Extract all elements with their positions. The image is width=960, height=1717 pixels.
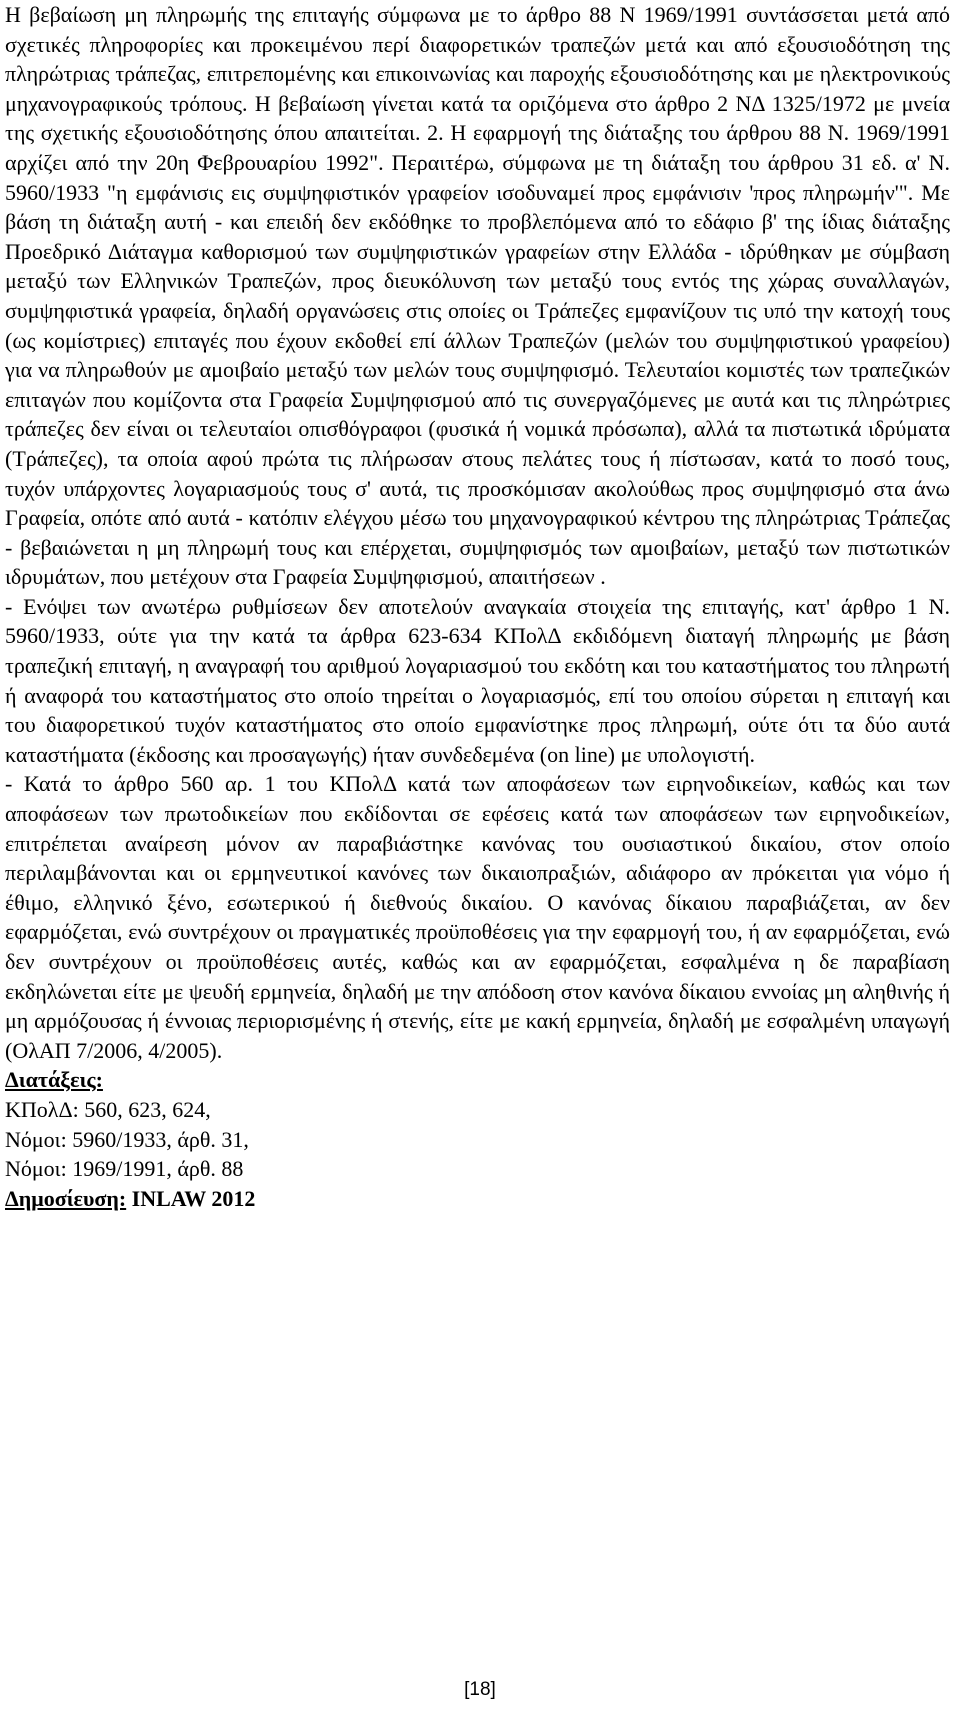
page-number: [18]	[464, 1679, 496, 1700]
body-paragraph-3: - Κατά το άρθρο 560 αρ. 1 του ΚΠολΔ κατά των αποφάσεων των ειρηνοδικείων, καθώς και των αποφάσεων των πρωτοδικείων που εκδίδονται σε εφέσεις κατά των αποφάσεων των ειρηνοδικείων, επιτρέπεται αναίρεση μόνον αν παραβιάστηκε κανόνας του ουσιαστικού δικαίου, στον οποίο περιλαμβάνονται και οι ερμηνευτικοί κανόνες των δικαιοπραξιών, αδιάφορο αν πρόκειται για νόμο ή έθιμο, ελληνικό ξένο, εσωτερικού ή διεθνούς δικαίου. Ο κανόνας δίκαιου παραβιάζεται, αν δεν εφαρμόζεται, ενώ συντρέχουν οι πραγματικές προϋποθέσεις για την εφαρμογή του, ή αν εφαρμόζεται, ενώ δεν συντρέχουν οι προϋποθέσεις αυτές, καθώς και αν εφαρμόζεται, εσφαλμένα η δε παραβίαση εκδηλώνεται είτε με ψευδή ερμηνεία, δηλαδή με την απόδοση στον κανόνα δίκαιου εννοίας μη αληθινής ή μη αρμόζουσας ή έννοιας περιορισμένης ή στενής, είτε με κακή ερμηνεία, δηλαδή με εσφαλμένη υπαγωγή (ΟλΑΠ 7/2006, 4/2005).	[5, 771, 950, 1063]
document-page	[5, 0, 950, 1213]
publication-line	[5, 1184, 950, 1214]
publication-value: INLAW 2012	[126, 1185, 256, 1211]
provision-line-2: Νόμοι: 5960/1933, άρθ. 31,	[5, 1126, 249, 1152]
publication-label: Δημοσίευση:	[5, 1185, 127, 1211]
provisions-heading: Διατάξεις:	[5, 1067, 103, 1093]
provision-line-3: Νόμοι: 1969/1991, άρθ. 88	[5, 1156, 244, 1182]
body-paragraph-2: - Ενόψει των ανωτέρω ρυθμίσεων δεν αποτελούν αναγκαία στοιχεία της επιταγής, κατ' άρθρο 1 Ν. 5960/1933, ούτε για την κατά τα άρθρα 623-634 ΚΠολΔ εκδιδόμενη διαταγή πληρωμής με βάση τραπεζική επιταγή, η αναγραφή του αριθμού λογαριασμού του εκδότη και του καταστήματος του πληρωτή ή αναφορά του καταστήματος στο οποίο τηρείται ο λογαριασμός, επί του οποίου σύρεται η επιταγή και του διαφορετικού τυχόν καταστήματος στο οποίο εμφανίστηκε προς πληρωμή, ούτε ότι τα δύο αυτά καταστήματα (έκδοσης και προσαγωγής) ήταν συνδεδεμένα (on line) με υπολογιστή.	[5, 593, 950, 767]
provision-line-1: ΚΠολΔ: 560, 623, 624,	[5, 1096, 211, 1122]
body-paragraph-1: Η βεβαίωση μη πληρωμής της επιταγής σύμφωνα με το άρθρο 88 Ν 1969/1991 συντάσσεται μετά από σχετικές πληροφορίες και προκειμένου περί διαφορετικών τραπεζών μετά και από εξουσιοδότηση της πληρώτριας τράπεζας, επιτρεπομένης και επικοινωνίας και παροχής εξουσιοδότησης και με ηλεκτρονικούς μηχανογραφικούς τρόπους. Η βεβαίωση γίνεται κατά τα οριζόμενα στο άρθρο 2 ΝΔ 1325/1972 με μνεία της σχετικής εξουσιοδότησης όπου απαιτείται. 2. Η εφαρμογή της διάταξης του άρθρου 88 Ν. 1969/1991 αρχίζει από την 20η Φεβρουαρίου 1992". Περαιτέρω, σύμφωνα με τη διάταξη του άρθρου 31 εδ. α' Ν. 5960/1933 "η εμφάνισις εις συμψηφιστικόν γραφείον ισοδυναμεί προς εμφάνισιν 'προς πληρωμήν'". Με βάση τη διάταξη αυτή - και επειδή δεν εκδόθηκε το προβλεπόμενα από το εδάφιο β' της ίδιας διάταξης Προεδρικό Διάταγμα καθορισμού των συμψηφιστικών γραφείων στην Ελλάδα - ιδρύθηκαν με σύμβαση μεταξύ των Ελληνικών Τραπεζών, προς διευκόλυνση των μεταξύ τους εντός της χώρας συναλλαγών, συμψηφιστικά γραφεία, δηλαδή οργανώσεις στις οποίες οι Τράπεζες εμφανίζουν τις υπό την κατοχή τους (ως κομίστριες) επιταγές που έχουν εκδοθεί επί άλλων Τραπεζών (μελών του συμψηφιστικού γραφείου) για να πληρωθούν με αμοιβαίο μεταξύ των μελών τους συμψηφισμό. Τελευταίοι κομιστές των τραπεζικών επιταγών που κομίζοντα στα Γραφεία Συμψηφισμού από τις συνεργαζόμενες με αυτά και τις πληρώτριες τράπεζες δεν είναι οι τελευταίοι οπισθόγραφοι (φυσικά ή νομικά πρόσωπα), αλλά τα πιστωτικά ιδρύματα (Τράπεζες), τα οποία αφού πρώτα τις πλήρωσαν στους πελάτες τους ή πίστωσαν, κατά το ποσό τους, τυχόν υπάρχοντες λογαριασμούς τους σ' αυτά, τις προσκόμισαν ακολούθως προς συμψηφισμό στα άνω Γραφεία, οπότε από αυτά - κατόπιν ελέγχου μέσω του μηχανογραφικού κέντρου της πληρώτριας Τράπεζας - βεβαιώνεται η μη πληρωμή τους και επέρχεται, συμψηφισμός των αμοιβαίων, μεταξύ των πιστωτικών ιδρυμάτων, που μετέχουν στα Γραφεία Συμψηφισμού, απαιτήσεων .	[5, 2, 950, 590]
